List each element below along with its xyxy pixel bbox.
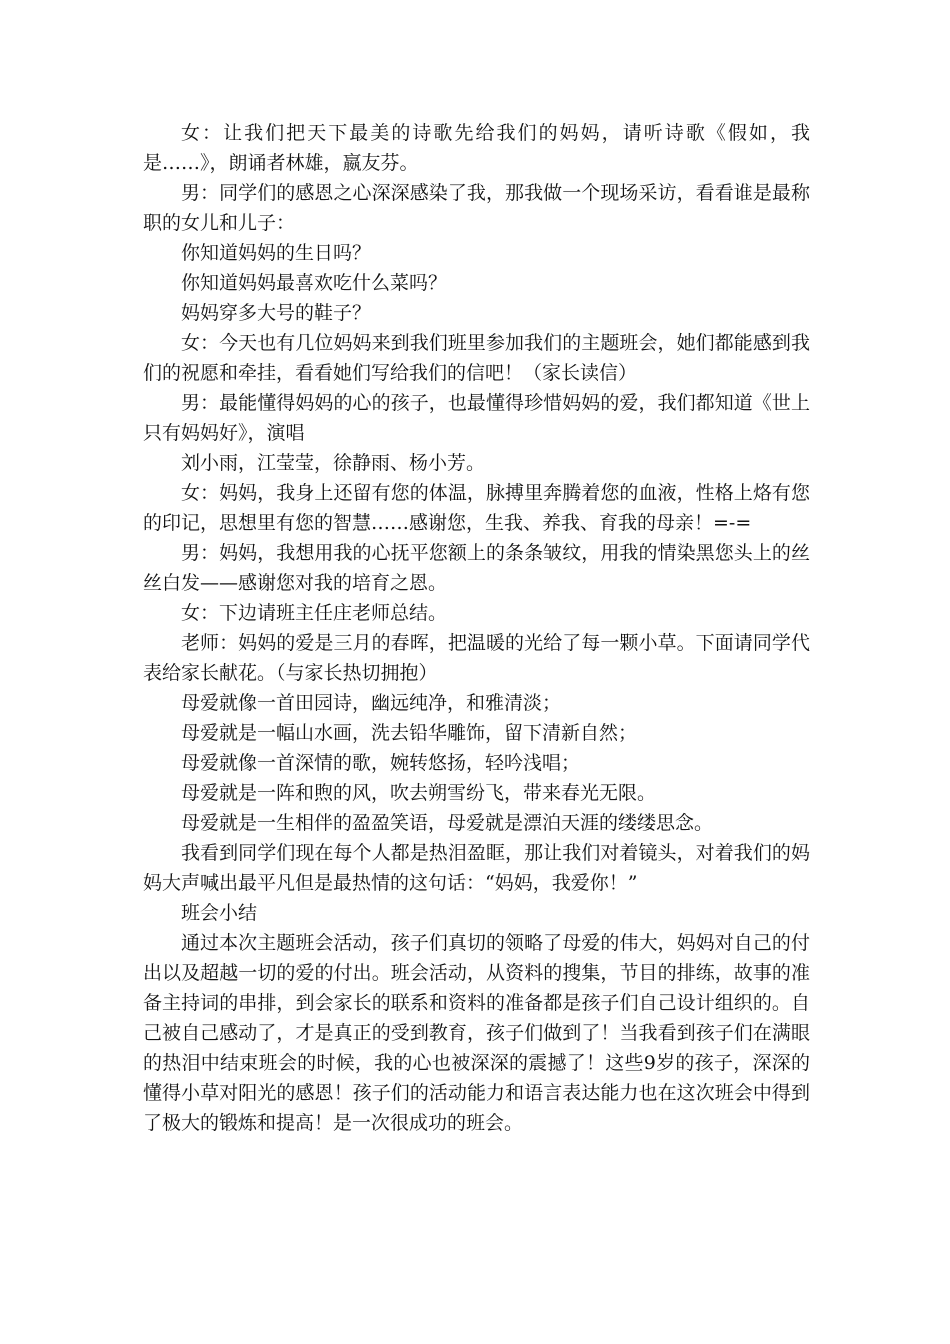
paragraph: 刘小雨，江莹莹，徐静雨、杨小芳。: [181, 452, 486, 474]
paragraph: 男：妈妈，我想用我的心抚平您额上的条条皱纹，用我的情染黑您头上的丝丝白发——感谢您对我的培育之恩。: [143, 542, 810, 594]
paragraph: 母爱就像一首田园诗，幽远纯净，和雅清淡；: [181, 692, 562, 714]
paragraph: 母爱就像一首深情的歌，婉转悠扬，轻吟浅唱；: [181, 752, 581, 774]
paragraph: 妈妈穿多大号的鞋子？: [181, 302, 372, 324]
paragraph: 母爱就是一阵和煦的风，吹去朔雪纷飞，带来春光无限。: [181, 782, 657, 804]
paragraph: 你知道妈妈最喜欢吃什么菜吗？: [181, 272, 448, 294]
paragraph: 母爱就是一生相伴的盈盈笑语，母爱就是漂泊天涯的缕缕思念。: [181, 812, 714, 834]
paragraph: 男：最能懂得妈妈的心的孩子，也最懂得珍惜妈妈的爱，我们都知道《世上只有妈妈好》，演唱: [143, 392, 810, 444]
paragraph: 我看到同学们现在每个人都是热泪盈眶，那让我们对着镜头，对着我们的妈妈大声喊出最平凡但是最热情的这句话：“妈妈，我爱你！”: [143, 842, 810, 894]
paragraph: 老师：妈妈的爱是三月的春晖，把温暖的光给了每一颗小草。下面请同学代表给家长献花。（与家长热切拥抱）: [143, 632, 810, 684]
paragraph: 女：妈妈，我身上还留有您的体温，脉搏里奔腾着您的血液，性格上烙有您的印记，思想里有您的智慧……感谢您，生我、养我、育我的母亲！=-=: [143, 482, 810, 534]
paragraph: 女：今天也有几位妈妈来到我们班里参加我们的主题班会，她们都能感到我们的祝愿和牵挂，看看她们写给我们的信吧！（家长读信）: [143, 332, 810, 384]
paragraph: 通过本次主题班会活动，孩子们真切的领略了母爱的伟大，妈妈对自己的付出以及超越一切的爱的付出。班会活动，从资料的搜集，节目的排练，故事的准备主持词的串排，到会家长的联系和资料的准备都是孩子们自己设计组织的。自己被自己感动了，才是真正的受到教育，孩子们做到了！当我看到孩子们在满眼的热泪中结束班会的时候，我的心也被深深的震撼了！这些9岁的孩子，深深的懂得小草对阳光的感恩！孩子们的活动能力和语言表达能力也在这次班会中得到了极大的锻炼和提高！是一次很成功的班会。: [143, 932, 810, 1134]
paragraph: 女：下边请班主任庄老师总结。: [181, 602, 448, 624]
paragraph: 你知道妈妈的生日吗？: [181, 242, 372, 264]
document-page: [143, 118, 810, 1138]
paragraph: 男：同学们的感恩之心深深感染了我，那我做一个现场采访，看看谁是最称职的女儿和儿子：: [143, 182, 810, 234]
paragraph: 女：让我们把天下最美的诗歌先给我们的妈妈，请听诗歌《假如，我是……》，朗诵者林雄，嬴友芬。: [143, 122, 810, 174]
section-heading: 班会小结: [181, 902, 258, 924]
paragraph: 母爱就是一幅山水画，洗去铅华雕饰，留下清新自然；: [181, 722, 638, 744]
